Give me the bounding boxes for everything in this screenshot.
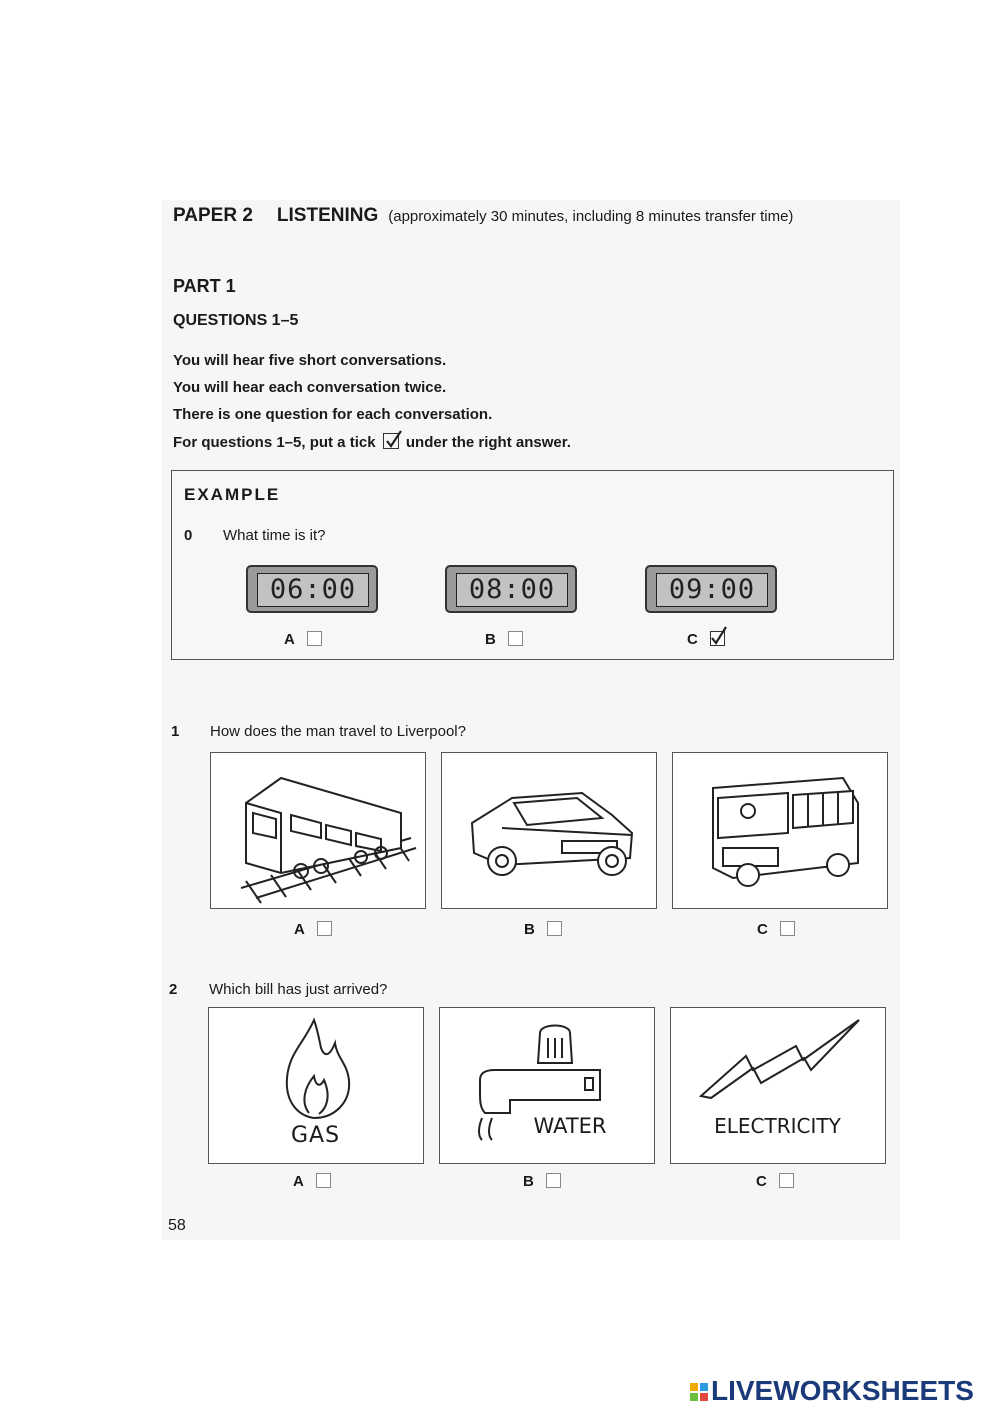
answer-checkbox[interactable] (547, 921, 562, 936)
answer-checkbox[interactable] (317, 921, 332, 936)
electricity-picture (670, 1007, 886, 1164)
answer-checkbox-checked[interactable] (710, 631, 725, 646)
question-2-option-b (523, 1173, 561, 1190)
answer-checkbox[interactable] (508, 631, 523, 646)
train-icon (211, 753, 424, 907)
tick-icon (710, 626, 728, 646)
car-icon (442, 753, 655, 907)
question-2-option-c (756, 1173, 794, 1190)
liveworksheets-logo-icon (690, 1376, 708, 1394)
example-question: What time is it? (223, 527, 326, 544)
question-text: How does the man travel to Liverpool? (210, 723, 466, 740)
instruction-tick-line (173, 433, 571, 451)
clock-display: 08:00 (456, 573, 568, 607)
electricity-caption: ELECTRICITY (714, 1114, 841, 1138)
tick-icon (383, 433, 399, 449)
option-letter: A (293, 1173, 304, 1190)
digital-clock-icon (445, 565, 577, 613)
instruction-line: There is one question for each conversation. (173, 406, 493, 423)
answer-checkbox[interactable] (307, 631, 322, 646)
train-picture (210, 752, 426, 909)
instruction-tick-after: under the right answer. (405, 434, 571, 451)
instruction-line: You will hear five short conversations. (173, 352, 447, 369)
example-option-c (687, 631, 725, 648)
instruction-line: You will hear each conversation twice. (173, 379, 447, 396)
example-label: EXAMPLE (184, 485, 281, 504)
clock-display: 09:00 (656, 573, 768, 607)
duration-note: (approximately 30 minutes, including 8 minutes transfer time) (388, 208, 794, 225)
answer-checkbox[interactable] (316, 1173, 331, 1188)
option-letter: C (687, 631, 698, 648)
option-letter: B (524, 921, 535, 938)
lightning-icon (671, 1008, 884, 1162)
car-picture (441, 752, 657, 909)
question-1-option-b (524, 921, 562, 938)
bus-icon (673, 753, 886, 907)
question-1-option-a (294, 921, 332, 938)
questions-heading: QUESTIONS 1–5 (173, 312, 299, 329)
instruction-tick-before: For questions 1–5, put a tick (173, 434, 376, 451)
digital-clock-icon (645, 565, 777, 613)
option-letter: A (294, 921, 305, 938)
gas-caption: GAS (290, 1123, 341, 1148)
question-number: 1 (171, 723, 180, 740)
option-letter: C (756, 1173, 767, 1190)
option-letter: C (757, 921, 768, 938)
page-number: 58 (168, 1217, 186, 1234)
question-number: 2 (169, 981, 178, 998)
digital-clock-icon (246, 565, 378, 613)
option-letter: B (485, 631, 496, 648)
example-number: 0 (184, 527, 193, 544)
example-option-a (284, 631, 322, 648)
paper-label: PAPER 2 (173, 205, 253, 226)
part-heading: PART 1 (173, 276, 236, 296)
question-2-option-a (293, 1173, 331, 1190)
brand-logo (690, 1375, 974, 1407)
answer-checkbox[interactable] (779, 1173, 794, 1188)
option-letter: B (523, 1173, 534, 1190)
option-letter: A (284, 631, 295, 648)
question-1-option-c (757, 921, 795, 938)
brand-name: LIVEWORKSHEETS (711, 1375, 974, 1406)
clock-display: 06:00 (257, 573, 369, 607)
paper-title (173, 205, 793, 227)
water-caption: WATER (533, 1114, 607, 1138)
gas-picture (208, 1007, 424, 1164)
answer-checkbox[interactable] (780, 921, 795, 936)
water-picture (439, 1007, 655, 1164)
question-text: Which bill has just arrived? (209, 981, 388, 998)
section-label: LISTENING (276, 205, 379, 226)
example-option-b (485, 631, 523, 648)
answer-checkbox[interactable] (546, 1173, 561, 1188)
bus-picture (672, 752, 888, 909)
tap-icon (440, 1008, 653, 1162)
